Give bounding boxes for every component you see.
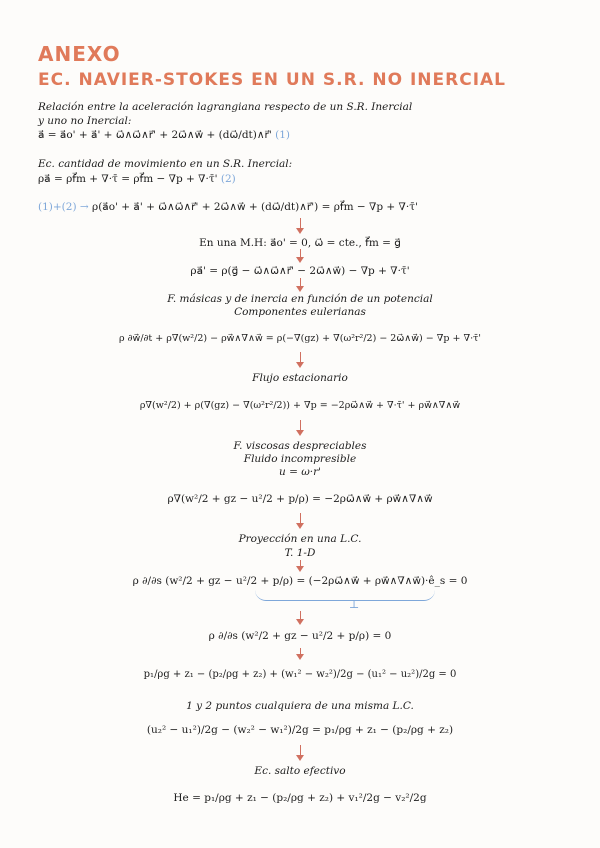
text-u-def: u = ω·r' [278, 466, 322, 478]
equation-1-body: a⃗ = a⃗o' + a⃗' + ω⃗∧ω⃗∧r⃗' + 2ω⃗∧w⃗ + (dω⃗/dt)∧r⃗' [38, 129, 272, 141]
equation-5: ρa⃗' = ρ(g⃗ − ω⃗∧ω⃗∧r⃗' − 2ω⃗∧w⃗) − ∇p + ∇·τ̄' [190, 265, 410, 277]
text-incompressible: Fluido incompresible [243, 453, 357, 465]
text-relation-intro: Relación entre la aceleración lagrangiana respecto de un S.R. Inercial [38, 101, 413, 113]
text-eulerian: Componentes eulerianas [234, 306, 366, 318]
text-relation-intro-2: y uno no Inercial: [38, 115, 132, 127]
equation-12: (u₂² − u₁²)/2g − (w₂² − w₁²)/2g = p₁/ρg + z₁ − (p₂/ρg + z₂) [146, 724, 454, 736]
equation-1 [38, 129, 290, 141]
underbrace [255, 590, 435, 601]
arrow-down-icon [297, 611, 305, 623]
text-steady-flow: Flujo estacionario [252, 372, 348, 384]
equation-6: ρ ∂w⃗/∂t + ρ∇(w²/2) − ρw⃗∧∇∧w⃗ = ρ(−∇(gz) + ∇(ω²r²/2) − 2ω⃗∧w⃗) − ∇p + ∇·τ̄' [119, 333, 481, 344]
arrow-down-icon [297, 218, 305, 232]
text-two-points: 1 y 2 puntos cualquiera de una misma L.C. [186, 700, 414, 712]
equation-2-ref: (2) [220, 173, 236, 185]
equation-4: En una M.H: a⃗o' = 0, ω⃗ = cte., f⃗m = g⃗ [199, 237, 401, 249]
arrow-down-icon [297, 249, 305, 261]
equation-9: ρ ∂/∂s (w²/2 + gz − u²/2 + p/ρ) = (−2ρω⃗∧w⃗ + ρw⃗∧∇∧w⃗)·ê_s = 0 [132, 575, 468, 587]
arrow-down-icon [297, 278, 305, 290]
text-effective-head: Ec. salto efectivo [254, 765, 346, 777]
arrow-down-icon [297, 560, 305, 570]
equation-3-body: ρ(a⃗o' + a⃗' + ω⃗∧ω⃗∧r⃗' + 2ω⃗∧w⃗ + (dω⃗/dt)∧r⃗') = ρf⃗m − ∇p + ∇·τ̄' [92, 201, 418, 213]
arrow-down-icon [297, 352, 305, 366]
equation-7: ρ∇(w²/2) + ρ(∇(gz) − ∇(ω²r²/2)) + ∇p = −2ρω⃗∧w⃗ + ∇·τ̄' + ρw⃗∧∇∧w⃗ [139, 400, 461, 411]
arrow-down-icon [297, 648, 305, 658]
text-viscous: F. viscosas despreciables [233, 440, 367, 452]
equation-1-ref: (1) [275, 129, 290, 141]
document-title: ANEXO [38, 42, 121, 66]
arrow-down-icon [297, 420, 305, 434]
text-momentum-intro: Ec. cantidad de movimiento en un S.R. Inercial: [38, 158, 293, 170]
equation-10: ρ ∂/∂s (w²/2 + gz − u²/2 + p/ρ) = 0 [208, 630, 392, 642]
text-1d: T. 1-D [284, 547, 316, 559]
equation-13: He = p₁/ρg + z₁ − (p₂/ρg + z₂) + v₁²/2g − v₂²/2g [173, 792, 427, 804]
equation-2 [38, 173, 236, 185]
text-potential: F. másicas y de inercia en función de un potencial [167, 293, 433, 305]
arrow-down-icon [297, 745, 305, 759]
document-subtitle: EC. NAVIER-STOKES EN UN S.R. NO INERCIAL [38, 70, 507, 90]
equation-11: p₁/ρg + z₁ − (p₂/ρg + z₂) + (w₁² − w₂²)/2g − (u₁² − u₂²)/2g = 0 [143, 669, 457, 680]
arrow-down-icon [297, 513, 305, 527]
equation-8: ρ∇(w²/2 + gz − u²/2 + p/ρ) = −2ρω⃗∧w⃗ + ρw⃗∧∇∧w⃗ [167, 493, 433, 505]
equation-3-ref: (1)+(2) → [38, 201, 89, 213]
equation-3 [38, 201, 418, 213]
text-projection: Proyección en una L.C. [238, 533, 362, 545]
equation-2-body: ρa⃗ = ρf⃗m + ∇·τ̄ = ρf⃗m − ∇p + ∇·τ̄' [38, 173, 218, 185]
perpendicular-mark: ⊥ [349, 598, 360, 611]
